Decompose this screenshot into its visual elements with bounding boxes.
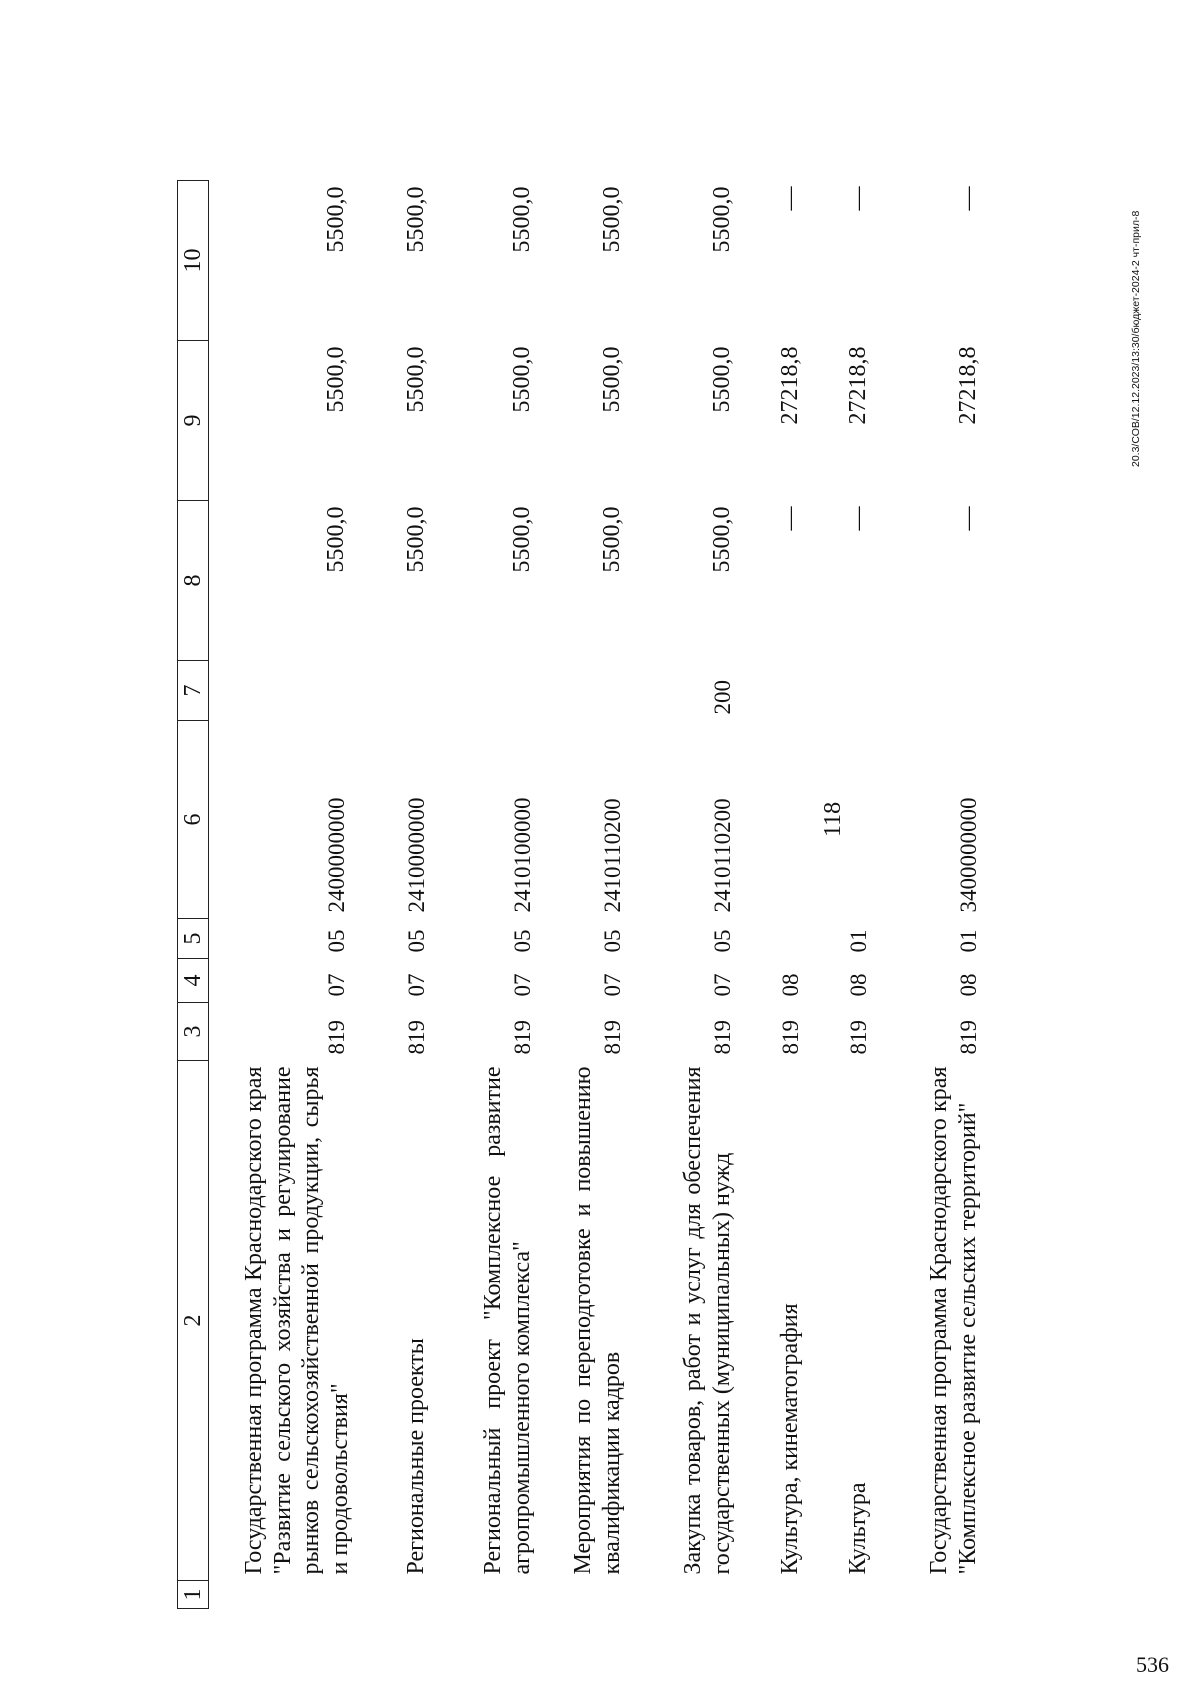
amount-col10: — <box>955 186 982 211</box>
ministry-code: 819 <box>710 1020 736 1055</box>
amount-col10: 5500,0 <box>403 186 430 253</box>
amount-col8: — <box>845 506 872 531</box>
expense-type-code <box>209 661 362 721</box>
section-code: 07 <box>324 973 350 997</box>
expense-type-code <box>811 661 879 721</box>
section-code: 08 <box>846 973 872 997</box>
expense-type-code <box>437 661 543 721</box>
target-article-code: 2410110200 <box>600 798 626 913</box>
table-row <box>633 181 743 1609</box>
item-name: Культура, кинематография <box>777 1303 804 1575</box>
amount-col8: 5500,0 <box>599 506 626 573</box>
table-row <box>361 181 437 1609</box>
subsection-code: 05 <box>600 929 626 953</box>
section-code: 08 <box>778 973 804 997</box>
page-number: 536 <box>1136 1652 1169 1677</box>
header-cell: 1 <box>178 1581 209 1609</box>
table-row <box>811 181 879 1609</box>
ministry-code: 819 <box>778 1020 804 1055</box>
section-code: 08 <box>956 973 982 997</box>
target-article-code: 3400000000 <box>956 797 982 913</box>
sheet-number: 118 <box>820 801 846 837</box>
amount-col8: — <box>777 506 804 531</box>
item-name: Государственная программа Краснодарского края "Комплексное развитие сельских территорий" <box>926 1066 982 1575</box>
table-row <box>437 181 543 1609</box>
expense-type-code <box>543 661 633 721</box>
header-cell: 4 <box>178 959 209 1003</box>
ministry-code: 819 <box>324 1020 350 1055</box>
amount-col9: 5500,0 <box>323 346 350 413</box>
section-code: 07 <box>510 973 536 997</box>
item-name: Мероприятия по переподготовке и повышению квалификации кадров <box>570 1066 626 1575</box>
row-number <box>437 1581 543 1609</box>
budget-table <box>177 180 989 1609</box>
amount-col10: — <box>845 186 872 211</box>
amount-col10: 5500,0 <box>599 186 626 253</box>
row-number <box>743 1581 811 1609</box>
target-article-code: 2400000000 <box>324 797 350 913</box>
expense-type-code: 200 <box>710 680 736 715</box>
ministry-code: 819 <box>846 1020 872 1055</box>
subsection-code: 05 <box>710 929 736 953</box>
section-code: 07 <box>600 973 626 997</box>
row-number <box>361 1581 437 1609</box>
row-number <box>543 1581 633 1609</box>
table-row <box>543 181 633 1609</box>
ministry-code: 819 <box>600 1020 626 1055</box>
amount-col9: 5500,0 <box>509 346 536 413</box>
header-cell: 8 <box>178 501 209 661</box>
header-row <box>178 181 209 1609</box>
expense-type-code <box>879 661 989 721</box>
header-cell: 6 <box>178 721 209 919</box>
row-number <box>209 1581 362 1609</box>
target-article-code <box>811 721 879 919</box>
table-row <box>209 181 362 1609</box>
ministry-code: 819 <box>956 1020 982 1055</box>
section-code: 07 <box>710 973 736 997</box>
amount-col9: 27218,8 <box>845 346 872 425</box>
ministry-code: 819 <box>404 1020 430 1055</box>
subsection-code: 05 <box>324 929 350 953</box>
expense-type-code <box>361 661 437 721</box>
header-cell: 5 <box>178 919 209 959</box>
item-name: Закупка товаров, работ и услуг для обеспечения государственных (муниципальных) нужд <box>680 1066 736 1575</box>
amount-col8: 5500,0 <box>403 506 430 573</box>
header-cell: 2 <box>178 1061 209 1581</box>
header-cell: 7 <box>178 661 209 721</box>
target-article-code: 2410000000 <box>404 797 430 913</box>
ministry-code: 819 <box>510 1020 536 1055</box>
subsection-code: 05 <box>510 929 536 953</box>
header-cell: 9 <box>178 341 209 501</box>
amount-col10: 5500,0 <box>509 186 536 253</box>
item-name: Государственная программа Краснодарского края "Развитие сельского хозяйства и регулирование рынков сельскохозяйственной продукции, сырья и продовольствия" <box>240 1066 354 1575</box>
subsection-code: 05 <box>404 929 430 953</box>
amount-col8: 5500,0 <box>709 506 736 573</box>
subsection-code: 01 <box>956 929 982 953</box>
item-name: Культура <box>845 1482 872 1575</box>
header-cell: 10 <box>178 181 209 341</box>
row-number <box>633 1581 743 1609</box>
amount-col9: 5500,0 <box>709 346 736 413</box>
target-article-code <box>743 721 811 919</box>
table-row <box>879 181 989 1609</box>
subsection-code <box>743 919 811 959</box>
expense-type-code <box>743 661 811 721</box>
row-number <box>879 1581 989 1609</box>
item-name: Региональные проекты <box>403 1338 430 1575</box>
amount-col9: 5500,0 <box>599 346 626 413</box>
amount-col8: — <box>955 506 982 531</box>
item-name: Региональный проект "Комплексное развитие агропромышленного комплекса" <box>480 1066 536 1575</box>
amount-col10: 5500,0 <box>709 186 736 253</box>
header-cell: 3 <box>178 1003 209 1061</box>
row-number <box>811 1581 879 1609</box>
amount-col8: 5500,0 <box>509 506 536 573</box>
amount-col9: 27218,8 <box>777 346 804 425</box>
amount-col10: — <box>777 186 804 211</box>
amount-col9: 5500,0 <box>403 346 430 413</box>
amount-col10: 5500,0 <box>323 186 350 253</box>
table-row <box>743 181 811 1609</box>
target-article-code: 2410110200 <box>710 798 736 913</box>
subsection-code: 01 <box>846 929 872 953</box>
document-footer-code: 20.3/СОВ/12.12.2023/13:30/бюджет-2024-2 чт-прил-8 <box>1130 210 1142 467</box>
target-article-code: 2410100000 <box>510 797 536 913</box>
amount-col8: 5500,0 <box>323 506 350 573</box>
amount-col9: 27218,8 <box>955 346 982 425</box>
section-code: 07 <box>404 973 430 997</box>
